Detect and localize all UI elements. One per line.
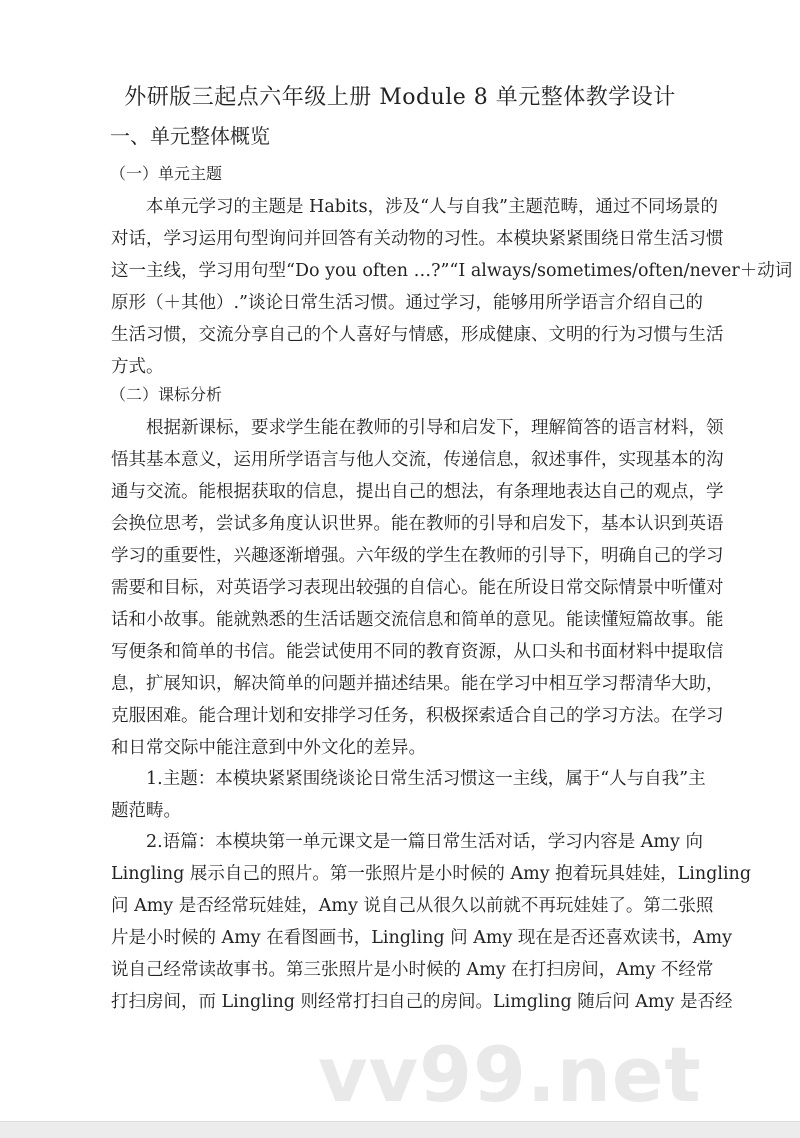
text-line: 原形（＋其他）.”谈论日常生活习惯。通过学习，能够用所学语言介绍自己的	[111, 293, 704, 313]
section-heading-overview: 一、单元整体概览	[110, 124, 270, 148]
text-line: 需要和目标，对英语学习表现出较强的自信心。能在所设日常交际情景中听懂对	[111, 578, 724, 598]
text-line: 写便条和简单的书信。能尝试使用不同的教育资源，从口头和书面材料中提取信	[111, 642, 724, 662]
text-line: 说自己经常读故事书。第三张照片是小时候的 Amy 在打扫房间，Amy 不经常	[111, 960, 714, 980]
text-line: 问 Amy 是否经常玩娃娃，Amy 说自己从很久以前就不再玩娃娃了。第二张照	[111, 896, 714, 916]
subsection-heading-theme: （一）单元主题	[110, 164, 223, 183]
text-line: 话和小故事。能就熟悉的生活话题交流信息和简单的意见。能读懂短篇故事。能	[111, 610, 724, 630]
text-line: 本单元学习的主题是 Habits，涉及“人与自我”主题范畴，通过不同场景的	[146, 197, 718, 217]
text-line: 生活习惯，交流分享自己的个人喜好与情感，形成健康、文明的行为习惯与生活	[111, 325, 724, 345]
viewer-bottom-bar	[0, 1121, 800, 1138]
text-line: 根据新课标，要求学生能在教师的引导和启发下，理解简答的语言材料，领	[146, 418, 724, 438]
subsection-heading-curriculum: （二）课标分析	[110, 385, 223, 404]
text-line: 通与交流。能根据获取的信息，提出自己的想法，有条理地表达自己的观点，学	[111, 482, 724, 502]
text-line: 学习的重要性，兴趣逐渐增强。六年级的学生在教师的引导下，明确自己的学习	[111, 546, 724, 566]
text-line: 打扫房间，而 Lingling 则经常打扫自己的房间。Limgling 随后问 Amy 是否经	[111, 992, 733, 1012]
text-line: Lingling 展示自己的照片。第一张照片是小时候的 Amy 抱着玩具娃娃，Lingling	[111, 864, 752, 884]
item-discourse-paragraph	[111, 826, 752, 1018]
curriculum-paragraph	[111, 412, 724, 764]
text-line: 题范畴。	[111, 801, 181, 821]
text-line: 会换位思考，尝试多角度认识世界。能在教师的引导和启发下，基本认识到英语	[111, 514, 724, 534]
item-theme-paragraph	[111, 763, 706, 827]
text-line: 悟其基本意义，运用所学语言与他人交流，传递信息，叙述事件，实现基本的沟	[111, 450, 724, 470]
text-line: 1.主题：本模块紧紧围绕谈论日常生活习惯这一主线，属于“人与自我”主	[146, 769, 706, 789]
text-line: 克服困难。能合理计划和安排学习任务，积极探索适合自己的学习方法。在学习	[111, 706, 724, 726]
text-line: 和日常交际中能注意到中外文化的差异。	[111, 738, 426, 758]
document-title: 外研版三起点六年级上册 Module 8 单元整体教学设计	[124, 85, 676, 110]
text-line: 对话，学习运用句型询问并回答有关动物的习性。本模块紧紧围绕日常生活习惯	[111, 229, 724, 249]
text-line: 息，扩展知识，解决简单的问题并描述结果。能在学习中相互学习帮清华大助，	[111, 674, 724, 694]
text-line: 2.语篇：本模块第一单元课文是一篇日常生活对话，学习内容是 Amy 向	[146, 832, 703, 852]
text-line: 这一主线，学习用句型“Do you often …?”“I always/sometimes/often/never＋动词	[111, 261, 793, 281]
theme-paragraph	[111, 191, 793, 383]
text-line: 方式。	[111, 357, 164, 377]
watermark: vv99.net	[318, 1030, 702, 1119]
text-line: 片是小时候的 Amy 在看图画书，Lingling 问 Amy 现在是否还喜欢读书，Amy	[111, 928, 733, 948]
